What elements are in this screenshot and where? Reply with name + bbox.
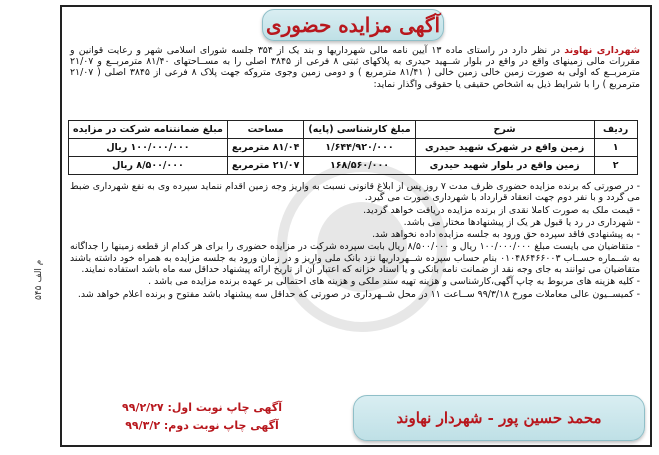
condition-item: - قیمت ملک به صورت کاملا نقدی از برنده مزایده دریافت خواهد گردید.	[363, 204, 640, 216]
cell-base-price: ۱۶۸/۵۶۰/۰۰۰	[304, 157, 415, 175]
cell-guarantee: ۱۰۰/۰۰۰/۰۰۰ ریال	[69, 139, 228, 157]
col-description: شرح	[415, 121, 594, 139]
notice-footer	[67, 395, 645, 439]
condition-item: - در صورتی که برنده مزایده حضوری ظرف مدت ۷ روز پس از ابلاغ قانونی نسبت به واریز وجه زمین اقدام ننماید سپرده وی به نفع شهرداری ضبط می گردد و با نفر دوم جهت انعقاد قرارداد با شهرداری صورت می گیرد.	[70, 181, 640, 204]
notice-frame	[60, 5, 652, 447]
cell-base-price: ۱/۶۴۴/۹۲۰/۰۰۰	[304, 139, 415, 157]
condition-item: - به پیشنهادی فاقد سپرده حق ورود به جلسه مزایده داده نخواهد شد.	[372, 229, 640, 241]
cell-description: زمین واقع در بلوار شهید حیدری	[415, 157, 594, 175]
col-base-price: مبلغ کارشناسی (پایه)	[304, 121, 415, 139]
first-publication-date: آگهی چاپ نوبت اول: ۹۹/۲/۲۷	[122, 401, 282, 414]
auction-items-table	[68, 120, 638, 175]
col-guarantee: مبلغ ضمانتنامه شرکت در مزایده	[69, 121, 228, 139]
condition-item: - متقاضیان می بایست مبلغ ۱۰۰/۰۰۰/۰۰۰ ریال و ۸/۵۰۰/۰۰۰ ریال بابت سپرده شرکت در مزایده حضوری را برای هر کدام از قطعه زمینها را جداگانه به شــماره حســاب ۰۱۰۴۸۶۴۶۶۰۰۳ بنام حساب سپرده شــهرداریها نزد بانک ملی واریز و در زمان ورود به جلسه مزایده به همراه خود داشته باشند متقاضیان می توانند به جای وجه نقد از ضمانت نامه بانکی و یا اسناد خزانه که اعتبار آن از تاریخ ارائه پیشنهاد حداقل سه ماه باشد استفاده نمایند.	[70, 241, 640, 276]
second-publication-date: آگهی چاپ نوبت دوم: ۹۹/۳/۲	[125, 419, 279, 432]
org-name: شهرداری نهاوند	[564, 45, 641, 56]
condition-item: - کلیه هزینه های مربوط به چاپ آگهی،کارشناسی و هزینه تهیه سند ملکی و هزینه های احتمالی بر عهده برنده مزایده می باشد .	[148, 276, 640, 288]
cell-guarantee: ۸/۵۰۰/۰۰۰ ریال	[69, 157, 228, 175]
condition-item: - کمیســیون عالی معاملات مورخ ۹۹/۳/۱۸ ســاعت ۱۱ در محل شــهرداری در صورتی که حداقل سه پیشنهاد باشد مفتوح و برنده اعلام خواهد شد.	[77, 288, 640, 300]
intro-paragraph	[70, 45, 640, 90]
col-row: ردیف	[594, 121, 637, 139]
signature: محمد حسین پور - شهردار نهاوند	[396, 409, 602, 427]
table-row	[69, 157, 638, 175]
title-banner	[262, 9, 444, 41]
cell-row: ۱	[594, 139, 637, 157]
cell-description: زمین واقع در شهرک شهید حیدری	[415, 139, 594, 157]
intro-text: در نظر دارد در راستای ماده ۱۳ آیین نامه مالی شهرداریها و بند یک از ۳۵۴ جلسه شورای اسلامی شهر و رعایت قوانین و مقررات مالی زمینهای واقع در واقع در بلوار شــهید حیدری به پلاکهای ثبتی ۸ فرعی از ۳۸۴۵ اصلی را به مســاحتهای ۸۱/۴۰ مترمربــع و ۲۱/۰۷ مترمربــع که اولی به صورت زمین خالی زمین خالی ( ۸۱/۴۱ مترمربع ) و دومی زمین وجوی متروکه جهت پلاک ۸ فرعی از ۳۸۴۵ اصلی ( ۲۱/۰۷ مترمربع ) را با شرایط ذیل به اشخاص حقیقی یا حقوقی واگذار نماید:	[70, 45, 641, 90]
cell-row: ۲	[594, 157, 637, 175]
table-row	[69, 139, 638, 157]
condition-item: - شهرداری در رد یا قبول هر یک از پیشنهادها مختار می باشد.	[403, 216, 640, 228]
cell-area: ۸۱/۰۴ مترمربع	[227, 139, 304, 157]
conditions-list	[70, 181, 640, 301]
notice-title: آگهی مزایده حضوری	[265, 13, 441, 37]
col-area: مساحت	[227, 121, 304, 139]
reference-code: م الف ۵۴۵	[34, 259, 44, 300]
cell-area: ۲۱/۰۷ مترمربع	[227, 157, 304, 175]
table-header-row	[69, 121, 638, 139]
publication-dates	[67, 395, 337, 439]
signature-banner	[353, 395, 645, 441]
